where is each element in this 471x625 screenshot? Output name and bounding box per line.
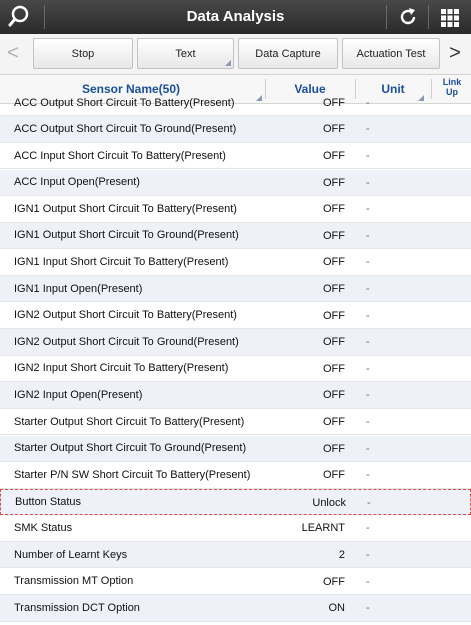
prev-arrow-button[interactable]: < xyxy=(7,42,19,64)
sensor-unit: - xyxy=(366,575,370,588)
sensor-name: IGN2 Input Open(Present) xyxy=(14,389,143,402)
sensor-value: ON xyxy=(328,602,345,615)
sensor-name: IGN2 Output Short Circuit To Ground(Present) xyxy=(14,335,239,348)
sensor-name: IGN1 Input Short Circuit To Battery(Present) xyxy=(14,256,229,269)
sensor-unit: - xyxy=(367,496,371,509)
table-row[interactable] xyxy=(0,90,471,117)
sensor-unit: - xyxy=(366,309,370,322)
sensor-value: OFF xyxy=(323,469,345,482)
table-row[interactable] xyxy=(0,249,471,276)
sensor-unit: - xyxy=(366,602,370,615)
table-row[interactable] xyxy=(0,223,471,250)
table-row[interactable] xyxy=(0,303,471,330)
table-row-selected[interactable] xyxy=(0,489,471,516)
toolbar xyxy=(0,34,471,75)
sensor-unit: - xyxy=(366,362,370,375)
sensor-unit: - xyxy=(366,415,370,428)
sensor-name-header-label: Sensor Name(50) xyxy=(81,82,181,96)
actuation-test-button[interactable] xyxy=(342,38,440,69)
table-row[interactable] xyxy=(0,143,471,170)
sensor-name: Starter P/N SW Short Circuit To Battery(Present) xyxy=(14,468,251,481)
sensor-unit: - xyxy=(366,229,370,242)
sensor-name: ACC Output Short Circuit To Battery(Present) xyxy=(14,96,235,109)
sensor-name: Starter Output Short Circuit To Ground(Present) xyxy=(14,442,247,455)
sensor-value: OFF xyxy=(323,336,345,349)
sensor-name: ACC Input Short Circuit To Battery(Present) xyxy=(14,149,226,162)
sensor-unit: - xyxy=(366,522,370,535)
sensor-name: Transmission DCT Option xyxy=(14,601,140,614)
sensor-name: Button Status xyxy=(15,496,82,509)
table-row[interactable] xyxy=(0,515,471,542)
sensor-unit: - xyxy=(366,548,370,561)
sensor-value: OFF xyxy=(323,229,345,242)
sensor-unit: - xyxy=(366,256,370,269)
sensor-unit: - xyxy=(366,389,370,402)
sensor-name: IGN1 Output Short Circuit To Ground(Present) xyxy=(14,229,239,242)
sensor-unit: - xyxy=(366,203,370,216)
table-row[interactable] xyxy=(0,595,471,622)
sensor-name: IGN2 Input Short Circuit To Battery(Present) xyxy=(14,362,229,375)
table-row[interactable] xyxy=(0,329,471,356)
title-separator xyxy=(428,5,429,29)
data-capture-button[interactable] xyxy=(238,38,338,69)
sensor-unit: - xyxy=(366,123,370,136)
sensor-value: OFF xyxy=(323,282,345,295)
sensor-value: Unlock xyxy=(312,496,346,509)
table-row[interactable] xyxy=(0,382,471,409)
actuation-test-button-label: Actuation Test xyxy=(356,48,426,60)
next-arrow-button[interactable]: > xyxy=(449,42,461,64)
sensor-name: ACC Input Open(Present) xyxy=(14,176,140,189)
sensor-value: OFF xyxy=(323,362,345,375)
sensor-unit: - xyxy=(366,176,370,189)
table-row[interactable] xyxy=(0,436,471,463)
sensor-name: Starter Output Short Circuit To Battery(Present) xyxy=(14,415,245,428)
sensor-unit: - xyxy=(366,96,370,109)
sensor-name: IGN2 Output Short Circuit To Battery(Present) xyxy=(14,309,237,322)
value-header-label: Value xyxy=(294,82,326,96)
stop-button-label: Stop xyxy=(71,48,95,60)
sensor-value: OFF xyxy=(323,149,345,162)
sensor-name: Transmission MT Option xyxy=(14,575,134,588)
text-button[interactable] xyxy=(137,38,234,69)
sensor-name: Number of Learnt Keys xyxy=(14,548,128,561)
sensor-value: OFF xyxy=(323,176,345,189)
sensor-value: OFF xyxy=(323,575,345,588)
text-button-label: Text xyxy=(175,48,196,60)
sensor-value: OFF xyxy=(323,96,345,109)
sensor-name: ACC Output Short Circuit To Ground(Present) xyxy=(14,123,237,136)
refresh-icon[interactable] xyxy=(396,0,420,34)
table-row[interactable] xyxy=(0,196,471,223)
page-title: Data Analysis xyxy=(186,8,285,25)
sensor-value: OFF xyxy=(323,203,345,216)
sensor-unit: - xyxy=(366,469,370,482)
table-row[interactable] xyxy=(0,569,471,596)
sensor-value: LEARNT xyxy=(301,522,345,535)
title-bar xyxy=(0,0,471,34)
table-row[interactable] xyxy=(0,542,471,569)
sensor-value: OFF xyxy=(323,415,345,428)
sensor-value: OFF xyxy=(323,442,345,455)
table-row[interactable] xyxy=(0,356,471,383)
sensor-name: IGN1 Input Open(Present) xyxy=(14,282,143,295)
table-row[interactable] xyxy=(0,116,471,143)
table-row[interactable] xyxy=(0,409,471,436)
sensor-value: OFF xyxy=(323,256,345,269)
sensor-value: 2 xyxy=(338,548,345,561)
grid-menu-icon[interactable] xyxy=(439,0,461,34)
sensor-list[interactable] xyxy=(0,96,471,625)
sensor-value: OFF xyxy=(323,389,345,402)
sensor-unit: - xyxy=(366,149,370,162)
sensor-unit: - xyxy=(366,442,370,455)
table-row[interactable] xyxy=(0,276,471,303)
table-row[interactable] xyxy=(0,462,471,489)
sensor-name: SMK Status xyxy=(14,522,73,535)
link-up-header-line-2: Up xyxy=(446,87,458,97)
sensor-unit: - xyxy=(366,336,370,349)
sensor-name: IGN1 Output Short Circuit To Battery(Present) xyxy=(14,202,237,215)
title-separator xyxy=(386,5,387,29)
data-capture-button-label: Data Capture xyxy=(255,48,321,60)
unit-header-label: Unit xyxy=(381,82,405,96)
sensor-value: OFF xyxy=(323,309,345,322)
stop-button[interactable] xyxy=(33,38,133,69)
dropdown-corner-icon xyxy=(225,60,231,66)
sensor-value: OFF xyxy=(323,123,345,136)
sensor-unit: - xyxy=(366,282,370,295)
link-up-header-line-1: Link xyxy=(442,77,462,87)
table-row[interactable] xyxy=(0,170,471,197)
